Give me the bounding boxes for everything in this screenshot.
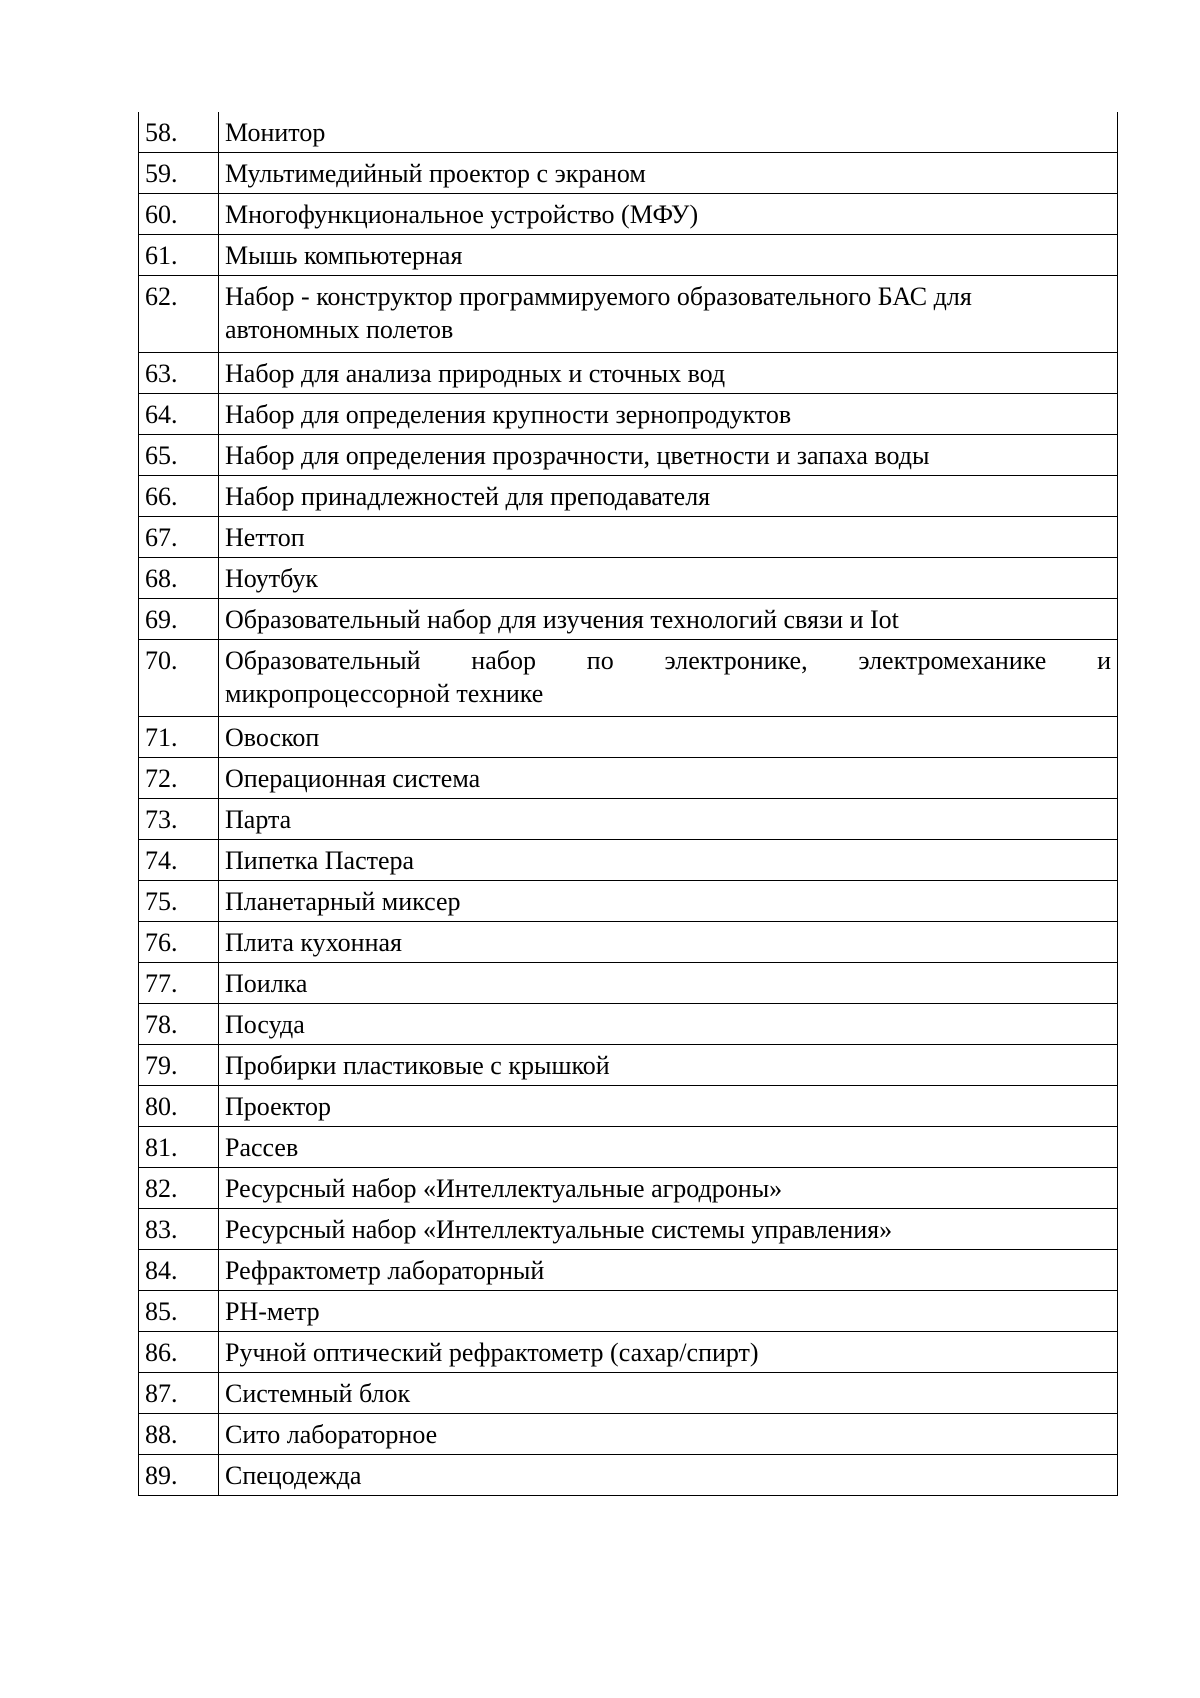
row-number: 84. — [139, 1250, 219, 1291]
table-row — [139, 1455, 1118, 1496]
row-number: 73. — [139, 799, 219, 840]
table-row — [139, 1004, 1118, 1045]
row-number: 68. — [139, 558, 219, 599]
row-number: 85. — [139, 1291, 219, 1332]
row-item-name: Набор для определения крупности зернопродуктов — [219, 394, 1118, 435]
table-row — [139, 922, 1118, 963]
row-number: 63. — [139, 353, 219, 394]
row-number: 70. — [139, 640, 219, 717]
row-item-name: Набор для анализа природных и сточных вод — [219, 353, 1118, 394]
row-item-name: Посуда — [219, 1004, 1118, 1045]
table-row — [139, 1086, 1118, 1127]
row-number: 75. — [139, 881, 219, 922]
table-row — [139, 640, 1118, 717]
row-number: 58. — [139, 112, 219, 153]
table-row — [139, 1168, 1118, 1209]
row-item-name-line: микропроцессорной технике — [225, 679, 544, 708]
table-row — [139, 194, 1118, 235]
row-item-name: Набор для определения прозрачности, цветности и запаха воды — [219, 435, 1118, 476]
table-row — [139, 1332, 1118, 1373]
table-row — [139, 758, 1118, 799]
row-number: 74. — [139, 840, 219, 881]
row-number: 89. — [139, 1455, 219, 1496]
row-number: 79. — [139, 1045, 219, 1086]
row-item-name: Рассев — [219, 1127, 1118, 1168]
row-number: 80. — [139, 1086, 219, 1127]
table-row — [139, 881, 1118, 922]
table-row — [139, 276, 1118, 353]
table-row — [139, 112, 1118, 153]
row-item-name: Многофункциональное устройство (МФУ) — [219, 194, 1118, 235]
table-row — [139, 1291, 1118, 1332]
row-number: 88. — [139, 1414, 219, 1455]
row-item-name: Планетарный миксер — [219, 881, 1118, 922]
row-item-name: Мышь компьютерная — [219, 235, 1118, 276]
row-number: 69. — [139, 599, 219, 640]
equipment-table — [138, 112, 1118, 1496]
table-row — [139, 235, 1118, 276]
row-number: 78. — [139, 1004, 219, 1045]
row-item-name: Набор - конструктор программируемого образовательного БАС для автономных полетов — [219, 276, 1118, 353]
row-number: 66. — [139, 476, 219, 517]
row-number: 87. — [139, 1373, 219, 1414]
row-number: 76. — [139, 922, 219, 963]
row-item-name: Поилка — [219, 963, 1118, 1004]
table-row — [139, 353, 1118, 394]
row-item-name: Сито лабораторное — [219, 1414, 1118, 1455]
row-item-name: Ручной оптический рефрактометр (сахар/спирт) — [219, 1332, 1118, 1373]
row-number: 60. — [139, 194, 219, 235]
row-item-name: Спецодежда — [219, 1455, 1118, 1496]
row-item-name: Рефрактометр лабораторный — [219, 1250, 1118, 1291]
row-number: 59. — [139, 153, 219, 194]
row-number: 82. — [139, 1168, 219, 1209]
table-row — [139, 717, 1118, 758]
table-row — [139, 963, 1118, 1004]
row-item-name: Монитор — [219, 112, 1118, 153]
row-item-name: Образовательный набор для изучения технологий связи и Iot — [219, 599, 1118, 640]
row-number: 81. — [139, 1127, 219, 1168]
row-number: 67. — [139, 517, 219, 558]
row-item-name: Овоскоп — [219, 717, 1118, 758]
row-item-name: Системный блок — [219, 1373, 1118, 1414]
table-row — [139, 394, 1118, 435]
row-item-name: Пипетка Пастера — [219, 840, 1118, 881]
table-row — [139, 1045, 1118, 1086]
table-row — [139, 1373, 1118, 1414]
row-item-name: Мультимедийный проектор с экраном — [219, 153, 1118, 194]
row-item-name: Неттоп — [219, 517, 1118, 558]
table-row — [139, 517, 1118, 558]
row-number: 77. — [139, 963, 219, 1004]
row-item-name: PH-метр — [219, 1291, 1118, 1332]
table-row — [139, 799, 1118, 840]
table-row — [139, 1414, 1118, 1455]
equipment-table-body — [139, 112, 1118, 1496]
table-row — [139, 599, 1118, 640]
row-number: 83. — [139, 1209, 219, 1250]
row-item-name: Пробирки пластиковые с крышкой — [219, 1045, 1118, 1086]
row-item-name: Плита кухонная — [219, 922, 1118, 963]
row-item-name: Операционная система — [219, 758, 1118, 799]
row-item-name — [219, 640, 1118, 717]
row-item-name-line: Образовательный набор по электронике, электромеханике и — [225, 646, 1111, 675]
row-item-name: Ресурсный набор «Интеллектуальные агродроны» — [219, 1168, 1118, 1209]
row-number: 64. — [139, 394, 219, 435]
row-item-name: Проектор — [219, 1086, 1118, 1127]
table-row — [139, 558, 1118, 599]
row-number: 86. — [139, 1332, 219, 1373]
table-row — [139, 1209, 1118, 1250]
table-row — [139, 1250, 1118, 1291]
table-row — [139, 1127, 1118, 1168]
table-row — [139, 840, 1118, 881]
row-item-name: Набор принадлежностей для преподавателя — [219, 476, 1118, 517]
row-item-name: Парта — [219, 799, 1118, 840]
row-number: 71. — [139, 717, 219, 758]
row-number: 72. — [139, 758, 219, 799]
row-item-name: Ресурсный набор «Интеллектуальные системы управления» — [219, 1209, 1118, 1250]
row-number: 61. — [139, 235, 219, 276]
row-item-name: Ноутбук — [219, 558, 1118, 599]
table-row — [139, 476, 1118, 517]
row-number: 65. — [139, 435, 219, 476]
table-row — [139, 153, 1118, 194]
table-row — [139, 435, 1118, 476]
row-number: 62. — [139, 276, 219, 353]
